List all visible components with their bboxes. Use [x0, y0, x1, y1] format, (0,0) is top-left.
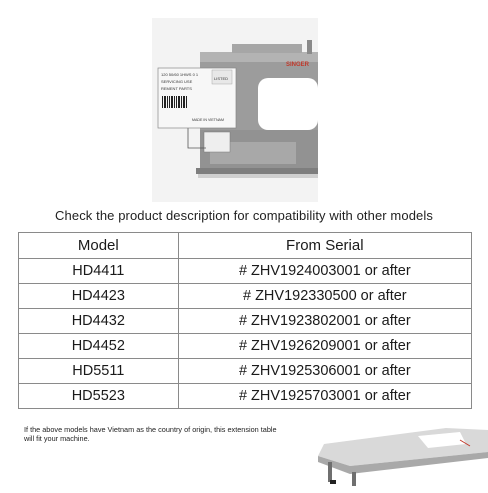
serial-cell: # ZHV1925703001 or after [178, 384, 471, 409]
column-header-serial: From Serial [178, 233, 471, 259]
model-cell: HD4423 [19, 284, 179, 309]
brand-logo: SINGER [286, 62, 310, 68]
serial-cell: # ZHV1926209001 or after [178, 334, 471, 359]
svg-text:LISTED: LISTED [214, 76, 229, 81]
serial-cell: # ZHV1924003001 or after [178, 259, 471, 284]
model-cell: HD4411 [19, 259, 179, 284]
extension-table-photo [310, 422, 488, 488]
table-row [19, 284, 472, 309]
column-header-model: Model [19, 233, 179, 259]
compatibility-table [18, 232, 472, 409]
table-row [19, 309, 472, 334]
svg-text:REMENT PARTS: REMENT PARTS [161, 86, 192, 91]
sewing-machine-photo [152, 18, 318, 202]
serial-cell: # ZHV1925306001 or after [178, 359, 471, 384]
serial-cell: # ZHV1923802001 or after [178, 309, 471, 334]
model-cell: HD4452 [19, 334, 179, 359]
sewing-machine-illustration [152, 18, 318, 202]
model-cell: HD4432 [19, 309, 179, 334]
table-header-row [19, 233, 472, 259]
svg-text:MADE IN VIETNAM: MADE IN VIETNAM [192, 118, 224, 122]
compatibility-caption: Check the product description for compatibility with other models [55, 208, 433, 223]
table-row [19, 259, 472, 284]
model-cell: HD5523 [19, 384, 179, 409]
vietnam-origin-footnote: If the above models have Vietnam as the country of origin, this extension table will fit your machine. [24, 425, 277, 443]
table-row [19, 359, 472, 384]
extension-table-illustration [310, 422, 488, 488]
table-row [19, 384, 472, 409]
serial-cell: # ZHV192330500 or after [178, 284, 471, 309]
svg-text:SERVICING USE: SERVICING USE [161, 79, 193, 84]
table-row [19, 334, 472, 359]
svg-text:120 50/60 1HWS 0 1: 120 50/60 1HWS 0 1 [161, 72, 199, 77]
model-cell: HD5511 [19, 359, 179, 384]
